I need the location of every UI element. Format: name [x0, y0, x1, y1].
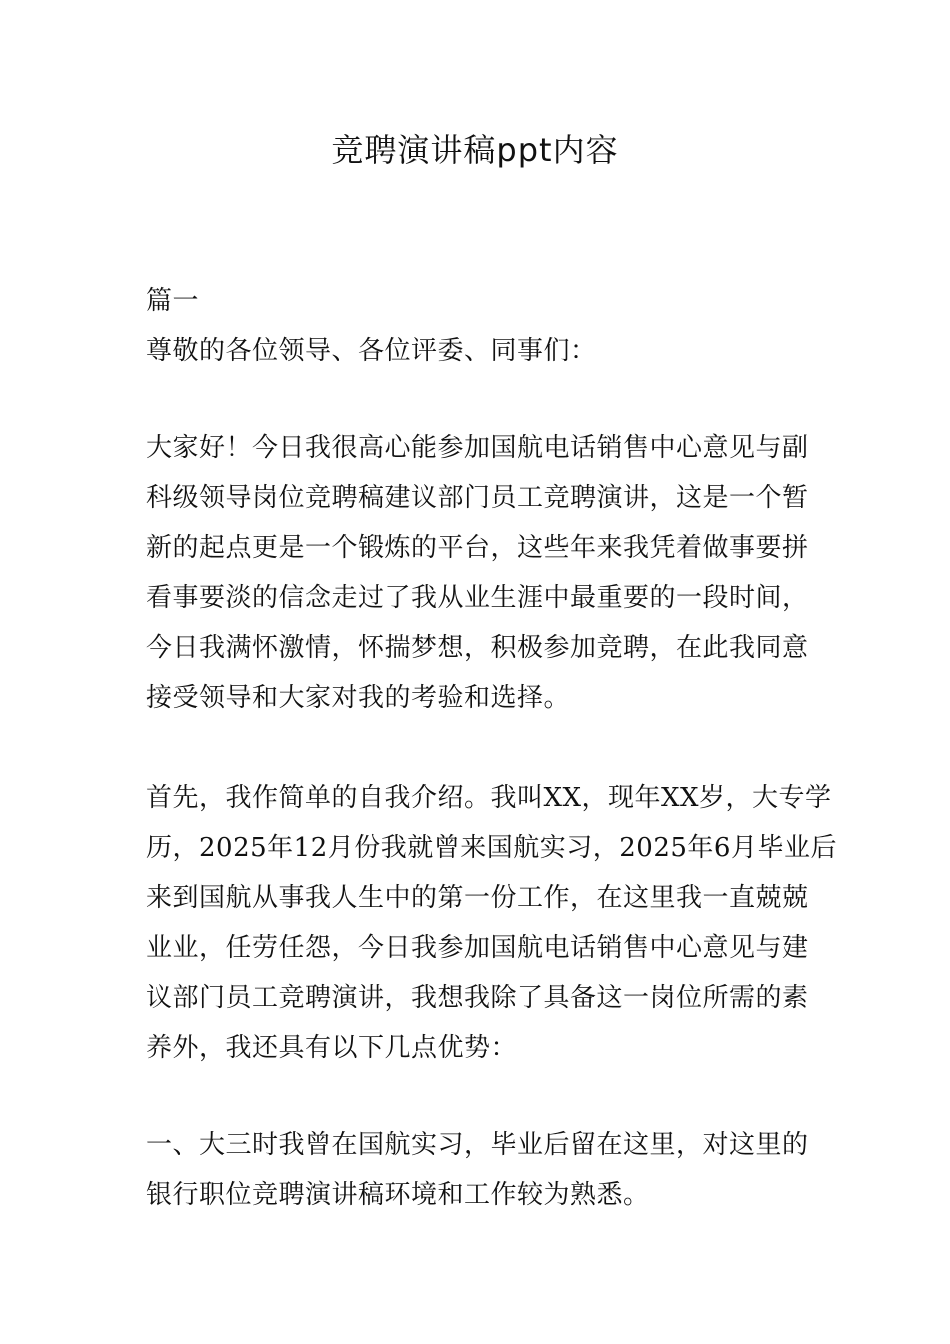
paragraph-line: 今日我满怀激情，怀揣梦想，积极参加竞聘，在此我同意: [146, 633, 809, 663]
paragraph-line: 一、大三时我曾在国航实习，毕业后留在这里，对这里的: [146, 1130, 809, 1160]
paragraph-line: 科级领导岗位竞聘稿建议部门员工竞聘演讲，这是一个暂: [146, 483, 809, 513]
paragraph-line: 历，2025年12月份我就曾来国航实习，2025年6月毕业后: [146, 833, 837, 863]
paragraph-greeting: [146, 423, 808, 723]
paragraph-line: 新的起点更是一个锻炼的平台，这些年来我凭着做事要拼: [146, 533, 809, 563]
salutation: 尊敬的各位领导、各位评委、同事们：: [146, 336, 597, 366]
paragraph-introduction: [146, 773, 837, 1073]
page-title: 竞聘演讲稿ppt内容: [331, 131, 619, 169]
section-heading: 篇一: [146, 286, 200, 316]
paragraph-line: 接受领导和大家对我的考验和选择。: [146, 683, 571, 713]
paragraph-line: 看事要淡的信念走过了我从业生涯中最重要的一段时间，: [146, 583, 809, 613]
paragraph-line: 首先，我作简单的自我介绍。我叫XX，现年XX岁，大专学: [146, 783, 832, 813]
paragraph-line: 来到国航从事我人生中的第一份工作，在这里我一直兢兢: [146, 883, 809, 913]
paragraph-line: 养外，我还具有以下几点优势：: [146, 1033, 518, 1063]
paragraph-advantage-one: [146, 1120, 808, 1220]
paragraph-line: 业业，任劳任怨，今日我参加国航电话销售中心意见与建: [146, 933, 809, 963]
paragraph-line: 议部门员工竞聘演讲，我想我除了具备这一岗位所需的素: [146, 983, 809, 1013]
paragraph-line: 银行职位竞聘演讲稿环境和工作较为熟悉。: [146, 1180, 650, 1210]
paragraph-line: 大家好！今日我很高心能参加国航电话销售中心意见与副: [146, 433, 809, 463]
